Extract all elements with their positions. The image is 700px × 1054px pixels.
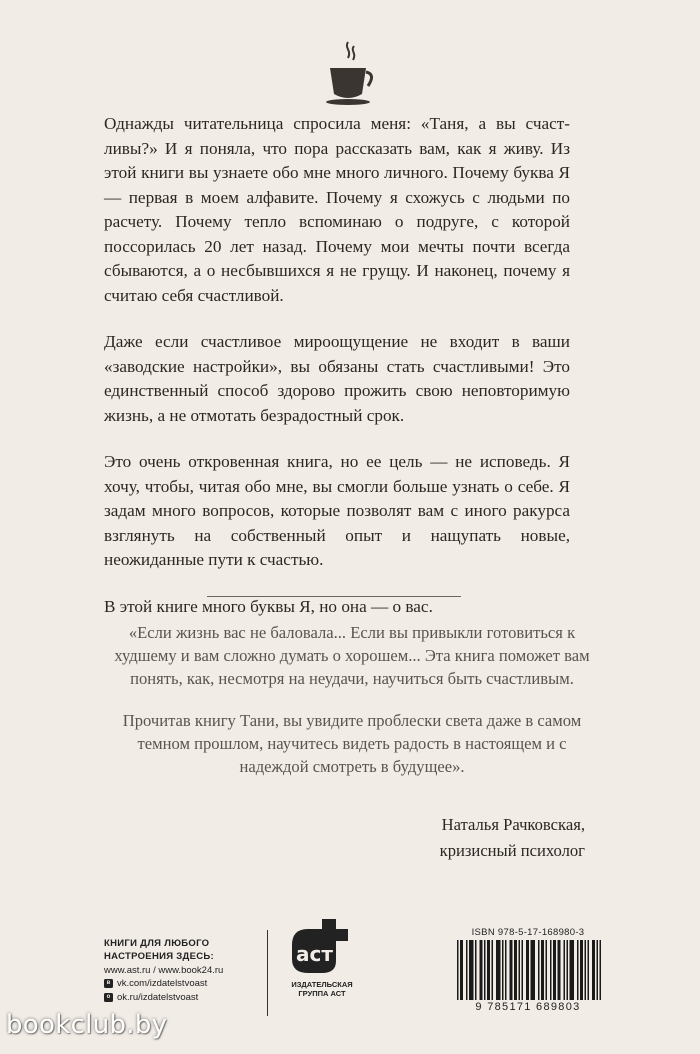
barcode-bar xyxy=(519,940,521,1000)
barcode-bar xyxy=(457,940,459,1000)
barcode-bar xyxy=(546,940,548,1000)
barcode-bar xyxy=(564,940,566,1000)
barcode-bar xyxy=(526,940,528,1000)
blurb-paragraph-2: Даже если счастливое мироощущение не входит в ваши «заводские настройки», вы обязаны стать счастливыми! Это единственный способ здорово прожить свою неповторимую жизнь, а не отмотать безрадостный срок. xyxy=(104,332,570,425)
barcode-bar xyxy=(543,940,545,1000)
barcode-bar xyxy=(505,940,507,1000)
barcode-bar xyxy=(516,940,518,1000)
barcode-bar xyxy=(469,940,471,1000)
barcode-bar xyxy=(502,940,504,1000)
barcode-bar xyxy=(567,940,569,1000)
quote-paragraph-1: «Если жизнь вас не баловала... Если вы привыкли готовиться к худшему и вам сложно думать о хорошем... Эта книга поможет вам понять, как, несмотря на неудачи, научиться быть счастливым. xyxy=(114,623,590,688)
footer-separator xyxy=(267,930,268,1016)
barcode-bar xyxy=(600,940,602,1000)
blurb-paragraph-1: Однажды читательница спросила меня: «Таня, а вы счастливы?» И я поняла, что пора рассказать вам, как я живу. Из этой книги вы узнаете обо мне много личного. Почему буква Я — первая в моем алфавите. Почему я схожусь с людьми по расчету. Почему тепло вспоминаю о подруге, с которой поссорилась 20 лет назад. Почему мои мечты почти всегда сбываются, а о несбывшихся я не грущу. И наконец, почему я считаю себя счастливой. xyxy=(104,114,570,305)
quote-author xyxy=(440,812,585,864)
footer-heading-1: КНИГИ ДЛЯ ЛЮБОГО xyxy=(104,938,210,949)
barcode-bar xyxy=(462,940,464,1000)
footer-ok xyxy=(104,991,274,1004)
ok-icon: о xyxy=(104,993,113,1002)
barcode-bar xyxy=(594,940,596,1000)
watermark: bookclub.by xyxy=(6,1010,168,1040)
barcode-bar xyxy=(577,940,579,1000)
ok-link: ok.ru/izdatelstvoast xyxy=(117,991,199,1003)
barcode-image xyxy=(453,940,603,1002)
barcode-bar xyxy=(498,940,500,1000)
barcode-bar xyxy=(570,940,572,1000)
ast-caption: ИЗДАТЕЛЬСКАЯ ГРУППА АСТ xyxy=(291,980,353,998)
coffee-cup-icon xyxy=(318,38,378,114)
barcode-bar xyxy=(475,940,477,1000)
barcode-bar xyxy=(582,940,584,1000)
barcode-bar xyxy=(538,940,540,1000)
barcode-bar xyxy=(571,940,573,1000)
divider xyxy=(207,596,461,597)
footer-vk xyxy=(104,977,274,990)
svg-text:аст: аст xyxy=(296,942,333,966)
barcode-bar xyxy=(499,940,501,1000)
isbn-barcode xyxy=(453,927,603,1027)
barcode-bar xyxy=(553,940,555,1000)
barcode-bar xyxy=(489,940,491,1000)
barcode-bar xyxy=(588,940,590,1000)
footer-heading-2: НАСТРОЕНИЯ ЗДЕСЬ: xyxy=(104,951,215,963)
barcode-bar xyxy=(466,940,468,1000)
barcode-bar xyxy=(487,940,489,1000)
quote-paragraph-2: Прочитав книгу Тани, вы увидите проблески света даже в самом темном прошлом, научитесь видеть радость в настоящем и с надеждой смотреть в будущее». xyxy=(122,711,582,776)
barcode-bar xyxy=(580,940,582,1000)
barcode-bar xyxy=(597,940,599,1000)
blurb-text xyxy=(104,112,570,641)
barcode-bar xyxy=(528,940,530,1000)
barcode-bar xyxy=(471,940,473,1000)
barcode-bar xyxy=(460,940,462,1000)
publisher-logo xyxy=(318,38,378,94)
barcode-bar xyxy=(592,940,594,1000)
barcode-number: 9 785171 689803 xyxy=(475,1001,581,1013)
barcode-bar xyxy=(531,940,533,1000)
author-title: кризисный психолог xyxy=(439,841,585,860)
author-name: Наталья Рачковская, xyxy=(441,815,585,834)
barcode-bar xyxy=(522,940,524,1000)
footer-sites: www.ast.ru / www.book24.ru xyxy=(104,964,224,976)
isbn-text: ISBN 978-5-17-168980-3 xyxy=(471,927,585,938)
ast-logo xyxy=(282,915,362,1015)
barcode-bar xyxy=(550,940,552,1000)
barcode-bar xyxy=(510,940,512,1000)
barcode-bar xyxy=(480,940,482,1000)
barcode-bar xyxy=(481,940,483,1000)
barcode-bar xyxy=(573,940,575,1000)
barcode-bar xyxy=(585,940,587,1000)
barcode-bar xyxy=(555,940,557,1000)
footer-links xyxy=(104,937,274,1004)
barcode-bar xyxy=(484,940,486,1000)
blurb-paragraph-3: Это очень откровенная книга, но ее цель — не исповедь. Я хочу, чтобы, читая обо мне, вы смогли больше узнать о себе. Я задам много вопросов, которые позволят вам с иного ракурса взглянуть на собственный опыт и нащупать новые, неожиданные пути к счастью. xyxy=(104,452,570,569)
barcode-bar xyxy=(492,940,494,1000)
barcode-bar xyxy=(532,940,534,1000)
barcode-bar xyxy=(514,940,516,1000)
barcode-bar xyxy=(496,940,498,1000)
vk-link: vk.com/izdatelstvoast xyxy=(117,978,208,990)
barcode-bar xyxy=(534,940,536,1000)
barcode-bar xyxy=(472,940,474,1000)
review-quote xyxy=(112,622,592,799)
blurb-paragraph-4: В этой книге много буквы Я, но она — о вас. xyxy=(104,596,433,616)
vk-icon: в xyxy=(104,979,113,988)
barcode-bar xyxy=(558,940,560,1000)
barcode-bar xyxy=(511,940,513,1000)
barcode-bar xyxy=(541,940,543,1000)
barcode-bar xyxy=(559,940,561,1000)
ast-logo-icon xyxy=(282,915,362,979)
